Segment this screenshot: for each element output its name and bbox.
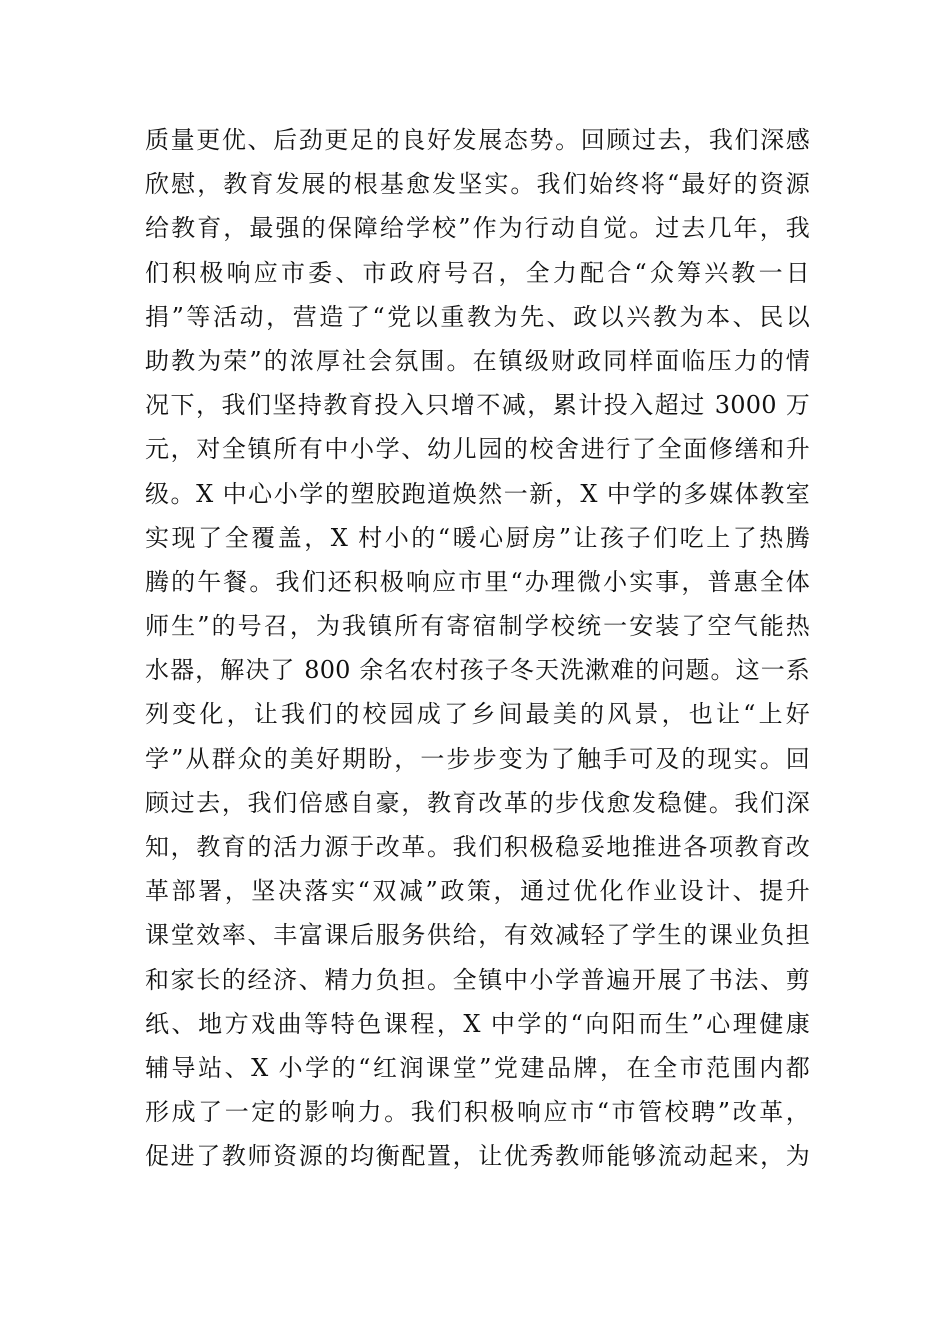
text-line: 课堂效率、丰富课后服务供给，有效减轻了学生的课业负担 — [145, 921, 810, 950]
text-line: 腾的午餐。我们还积极响应市里“办理微小实事，普惠全体 — [145, 567, 810, 596]
text-line: 欣慰，教育发展的根基愈发坚实。我们始终将“最好的资源 — [145, 170, 810, 199]
text-line: 况下，我们坚持教育投入只增不减，累计投入超过 3000 万 — [145, 391, 810, 420]
text-line: 们积极响应市委、市政府号召，全力配合“众筹兴教一日 — [145, 258, 810, 287]
text-line: 捐”等活动，营造了“党以重教为先、政以兴教为本、民以 — [145, 302, 810, 331]
text-line: 纸、地方戏曲等特色课程，X 中学的“向阳而生”心理健康 — [145, 1009, 810, 1038]
text-line: 列变化，让我们的校园成了乡间最美的风景，也让“上好 — [145, 700, 810, 729]
text-line: 师生”的号召，为我镇所有寄宿制学校统一安装了空气能热 — [145, 612, 810, 641]
text-line: 和家长的经济、精力负担。全镇中小学普遍开展了书法、剪 — [145, 965, 810, 994]
text-line: 革部署，坚决落实“双减”政策，通过优化作业设计、提升 — [145, 877, 810, 906]
text-line: 元，对全镇所有中小学、幼儿园的校舍进行了全面修缮和升 — [145, 435, 810, 464]
text-line: 质量更优、后劲更足的良好发展态势。回顾过去，我们深感 — [145, 126, 810, 154]
text-line: 顾过去，我们倍感自豪，教育改革的步伐愈发稳健。我们深 — [145, 788, 810, 817]
text-line: 实现了全覆盖，X 村小的“暖心厨房”让孩子们吃上了热腾 — [145, 523, 810, 552]
text-line: 水器，解决了 800 余名农村孩子冬天洗漱难的问题。这一系 — [145, 656, 810, 685]
text-line: 知，教育的活力源于改革。我们积极稳妥地推进各项教育改 — [145, 833, 810, 861]
text-line: 形成了一定的影响力。我们积极响应市“市管校聘”改革， — [145, 1098, 810, 1127]
text-line: 学”从群众的美好期盼，一步步变为了触手可及的现实。回 — [145, 744, 810, 773]
text-line: 给教育，最强的保障给学校”作为行动自觉。过去几年，我 — [145, 214, 810, 243]
body-text — [145, 118, 810, 1179]
text-line: 辅导站、X 小学的“红润课堂”党建品牌，在全市范围内都 — [145, 1053, 810, 1082]
text-line: 促进了教师资源的均衡配置，让优秀教师能够流动起来，为 — [145, 1142, 810, 1171]
text-line: 级。X 中心小学的塑胶跑道焕然一新，X 中学的多媒体教室 — [145, 479, 810, 508]
text-line: 助教为荣”的浓厚社会氛围。在镇级财政同样面临压力的情 — [145, 346, 810, 375]
